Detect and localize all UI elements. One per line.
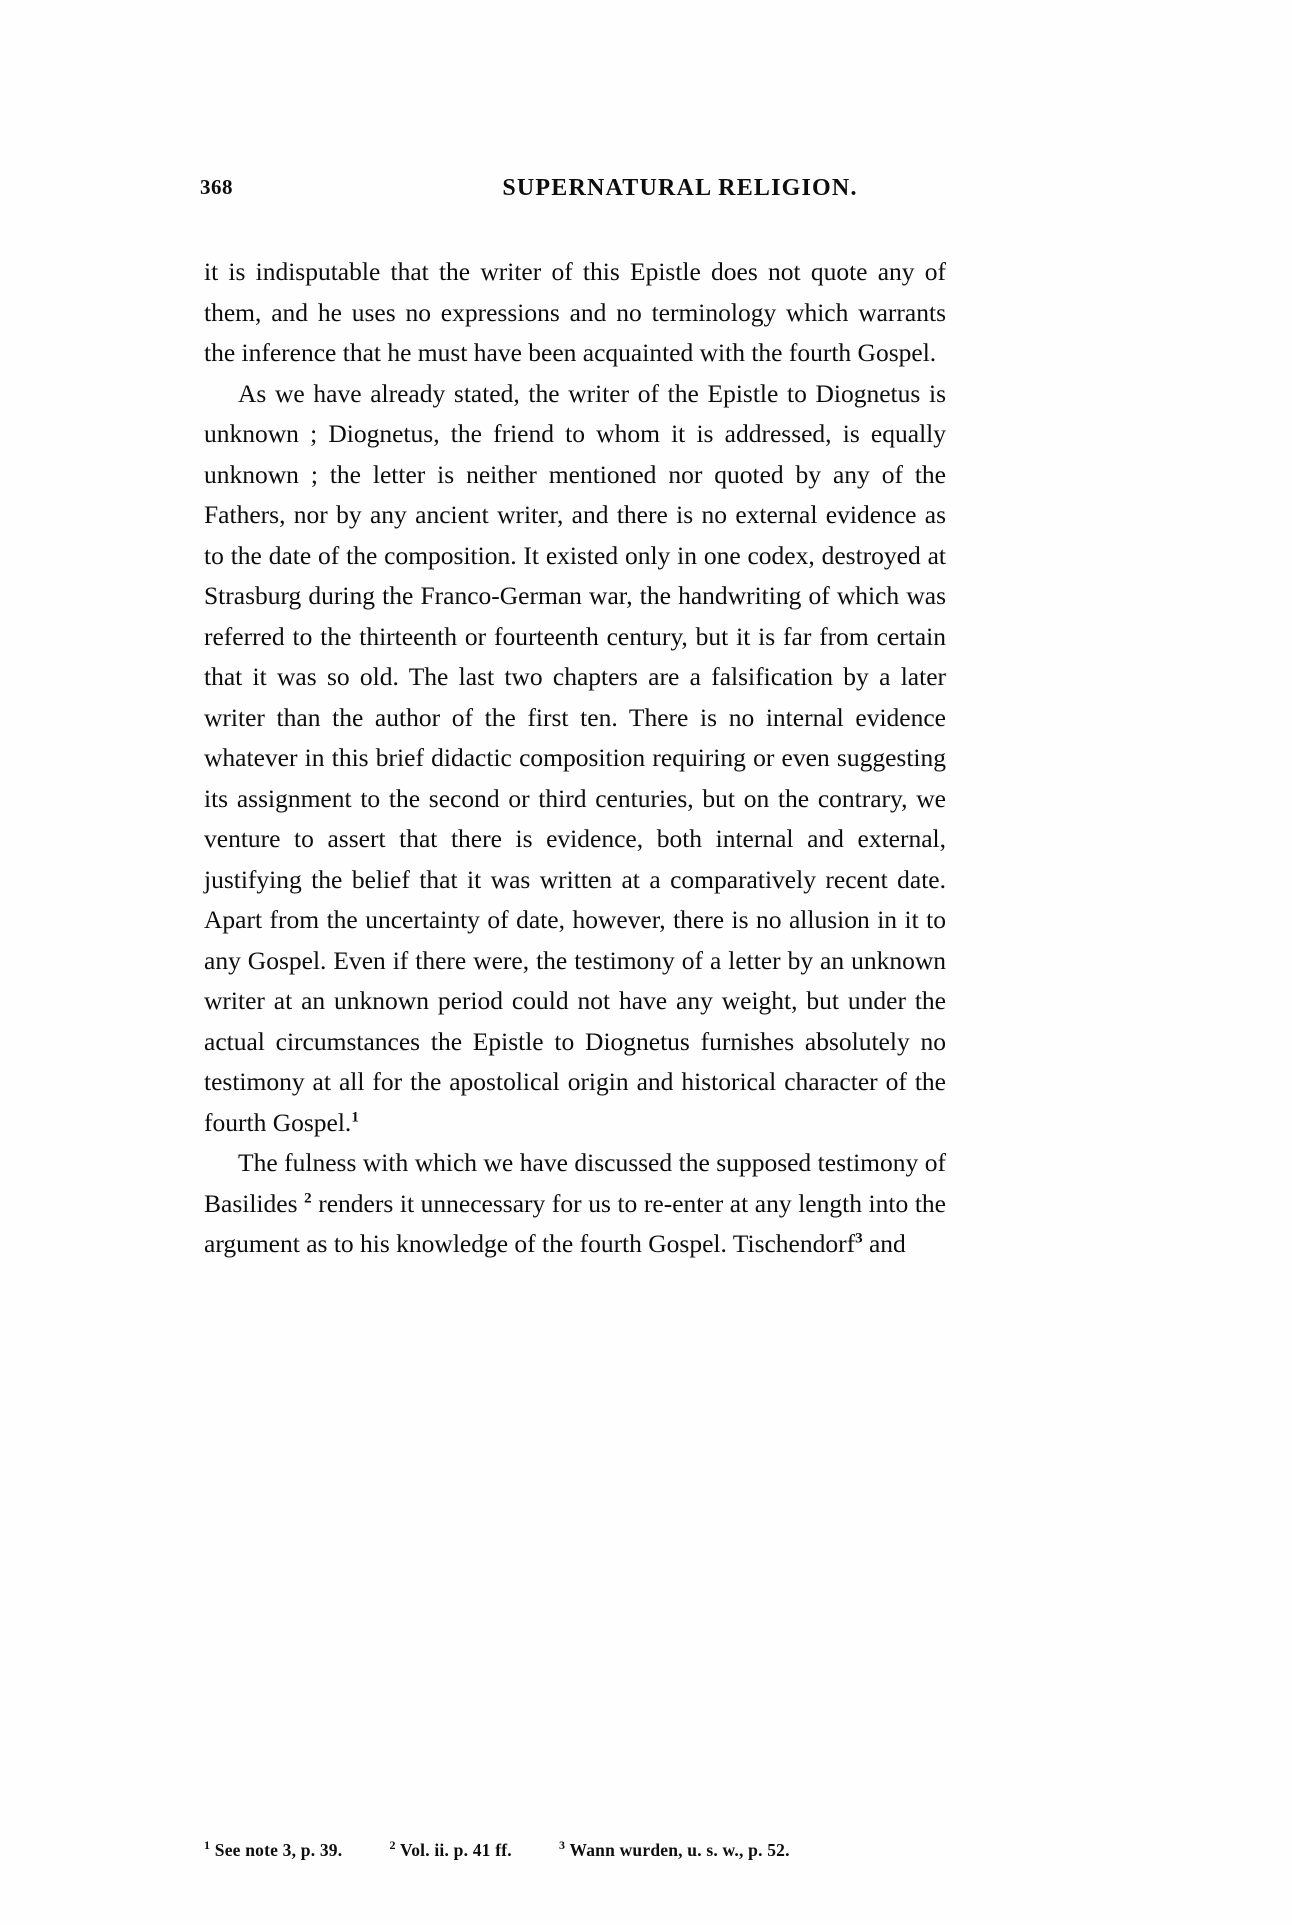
paragraph-basilides: [204, 1143, 946, 1265]
footnote-1-marker: 1: [204, 1838, 211, 1853]
footnote-ref-3[interactable]: 3: [855, 1230, 863, 1247]
footnote-ref-2[interactable]: 2: [304, 1190, 312, 1206]
footnote-3-marker: 3: [558, 1838, 566, 1853]
footnote-2: [390, 1840, 512, 1861]
footnote-3: [559, 1840, 790, 1861]
paragraph-basilides-text-c: and: [862, 1229, 906, 1258]
footnote-ref-1[interactable]: 1: [351, 1109, 359, 1125]
page-number: 368: [200, 175, 233, 199]
page-header: [200, 175, 1160, 209]
footnote-2-text: Vol. ii. p. 41 ff.: [399, 1840, 512, 1860]
paragraph-continuation: it is indisputable that the writer of this Epistle does not quote any of them, and he uses no expressions and no terminology which warrants the inference that he must have been acquainted with the fourth Gospel.: [204, 257, 946, 367]
body-text-column: [204, 252, 946, 1265]
paragraph-basilides-text-b: renders it unnecessary for us to re-enter at any length into the argument as to his knowledge of the fourth Gospel. Tischendorf: [204, 1188, 946, 1258]
paragraph-diognetus-text: As we have already stated, the writer of the Epistle to Diognetus is unknown ; Diognetus, the friend to whom it is addressed, is equally unknown ; the letter is neither mentioned nor quoted by any of the Fathers, nor by any ancient writer, and there is no external evidence as to the date of the composition. It existed only in one codex, destroyed at Strasburg during the Franco-German war, the handwriting of which was referred to the thirteenth or fourteenth century, but it is far from certain that it was so old. The last two chapters are a falsification by a later writer than the author of the first ten. There is no internal evidence whatever in this brief didactic composition requiring or even suggesting its assignment to the second or third centuries, but on the contrary, we venture to assert that there is evidence, both internal and external, justifying the belief that it was written at a comparatively recent date. Apart from the uncertainty of date, however, there is no allusion in it to any Gospel. Even if there were, the testimony of a letter by an unknown writer at an unknown period could not have any weight, but under the actual circumstances the Epistle to Diognetus furnishes absolutely no testimony at all for the apostolical origin and historical character of the fourth Gospel.: [204, 378, 946, 1137]
footnote-1: [204, 1840, 342, 1861]
footnote-1-text: See note 3, p. 39.: [214, 1840, 343, 1860]
footnote-2-marker: 2: [389, 1838, 396, 1853]
footnote-3-text: Wann wurden, u. s. w., p. 52.: [569, 1840, 790, 1860]
footnote-area: [204, 1840, 1156, 1861]
running-title: SUPERNATURAL RELIGION.: [502, 175, 858, 201]
paragraph-basilides-text-a: The fulness with which we have discussed the supposed testimony of Basilides: [204, 1148, 946, 1218]
paragraph-diognetus: [204, 374, 946, 1144]
